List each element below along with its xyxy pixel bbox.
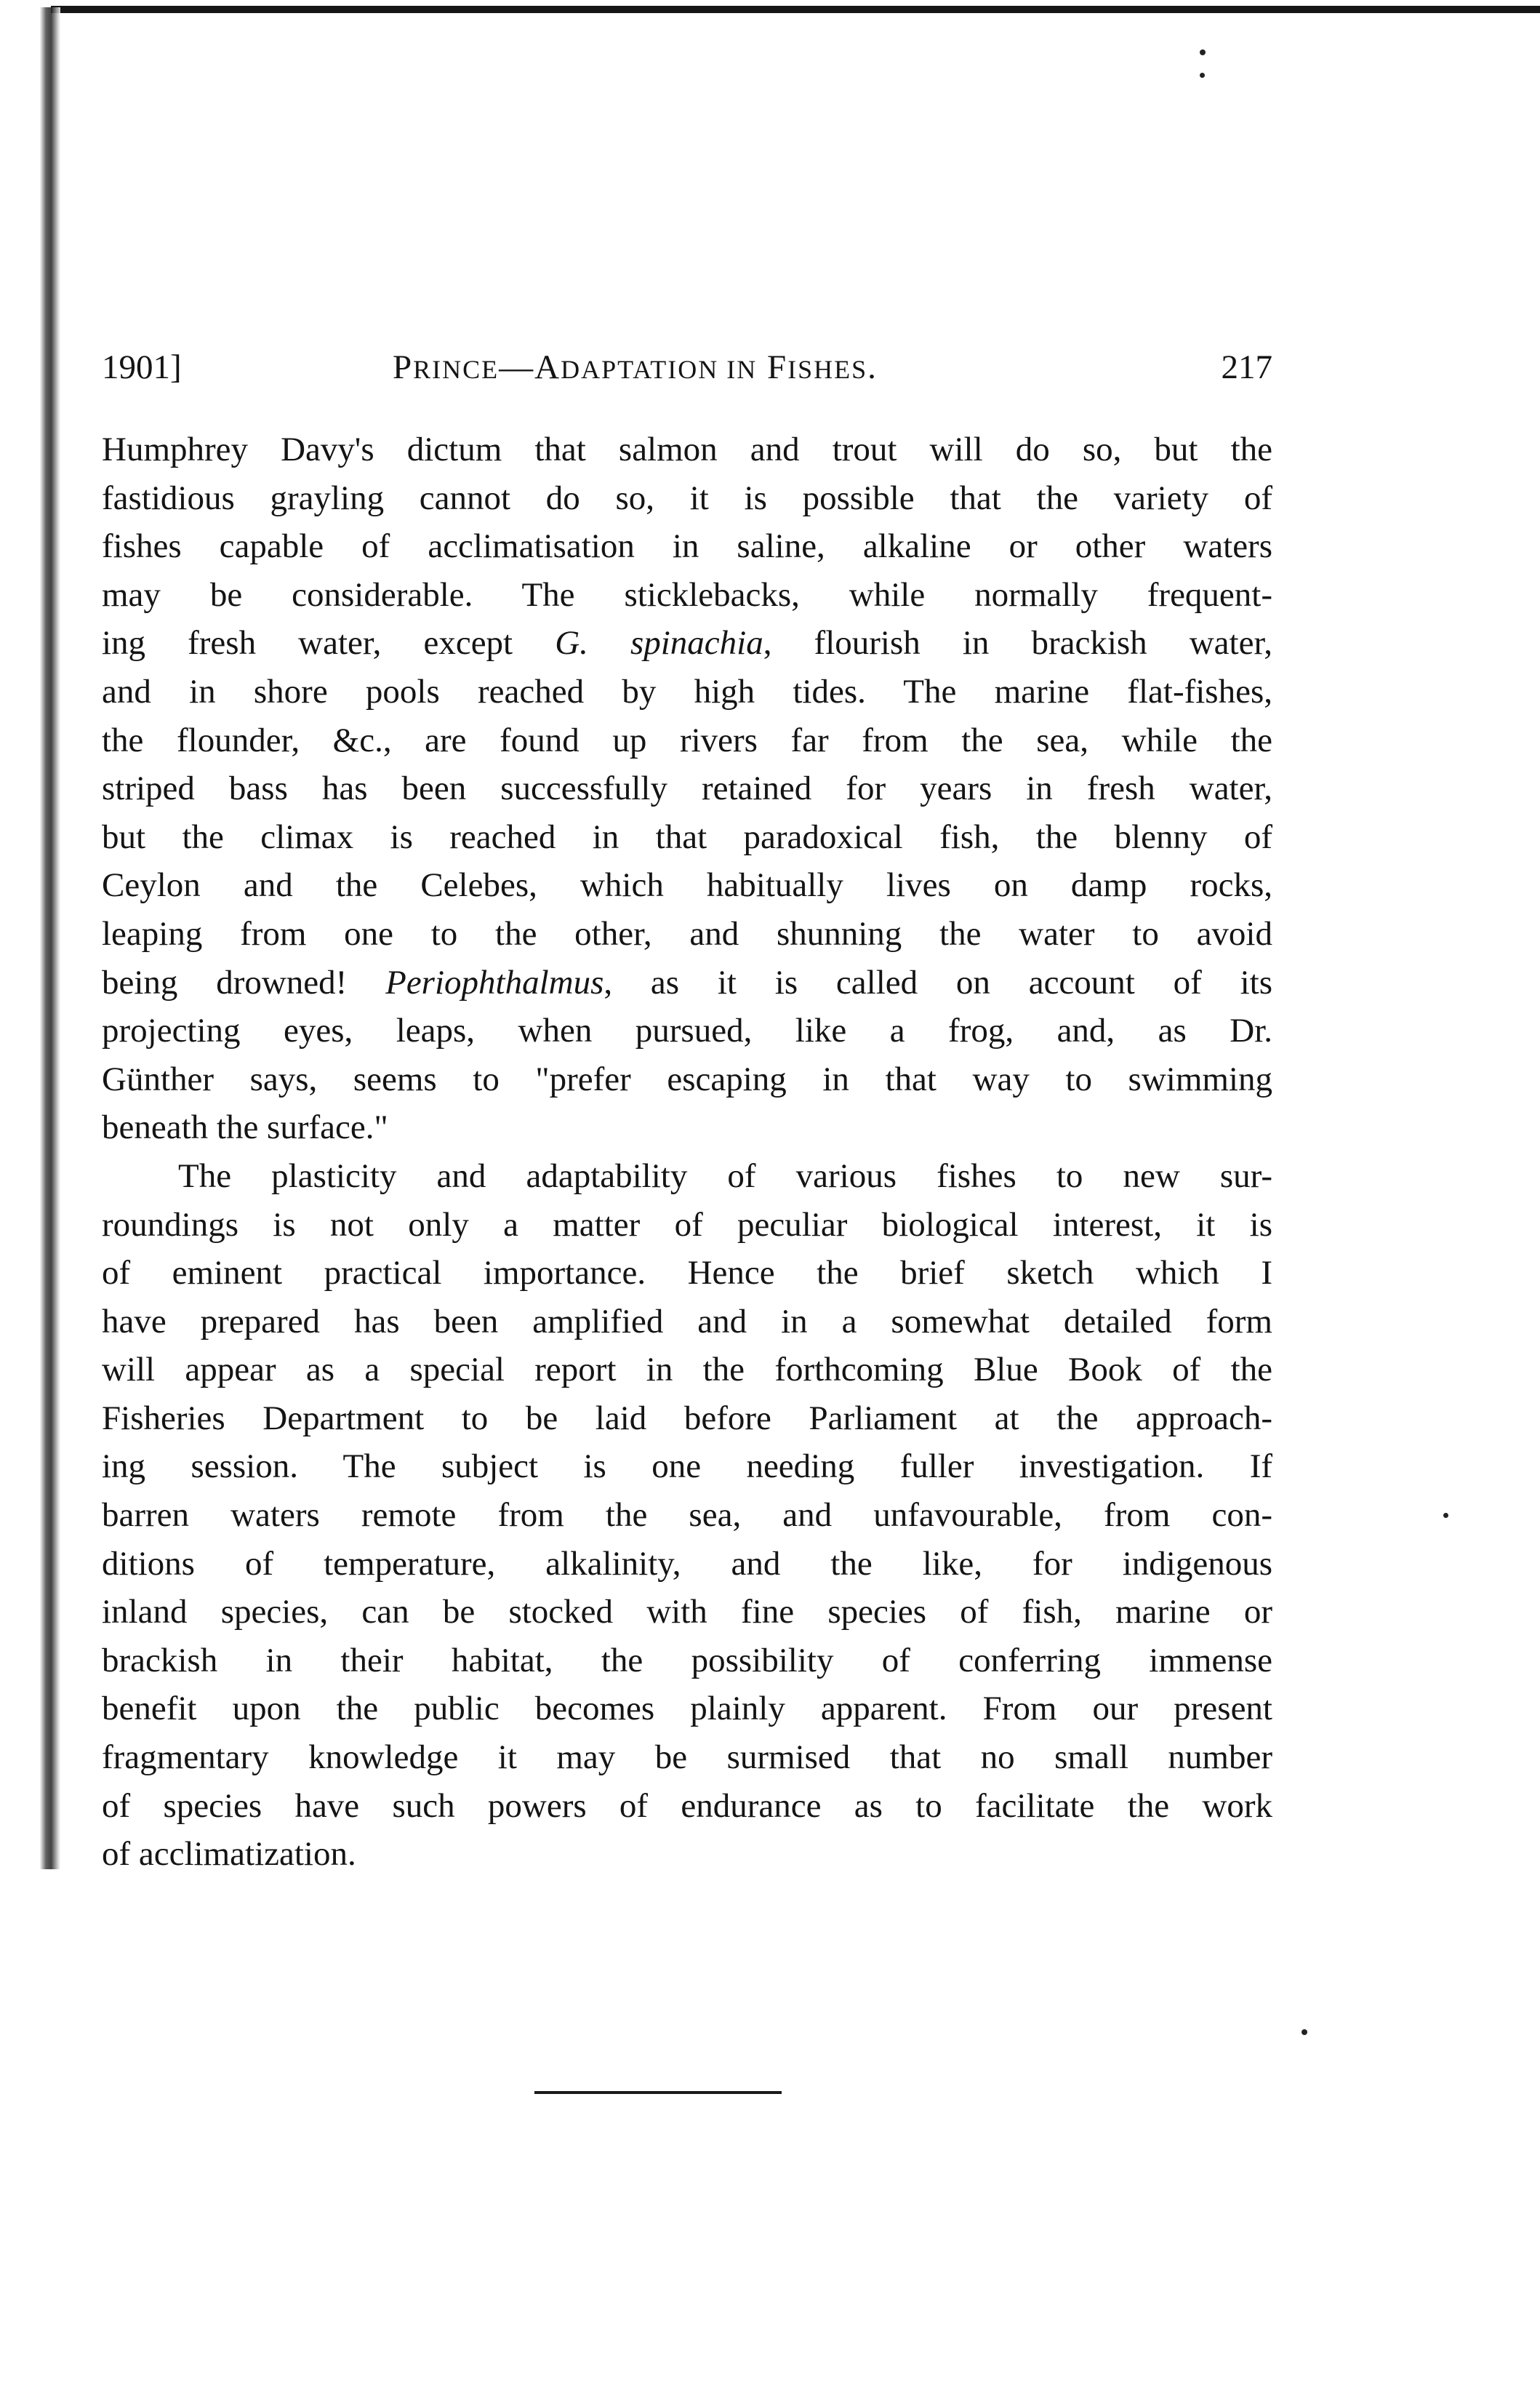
text-line [102, 425, 1272, 474]
scan-speck [1200, 73, 1205, 78]
text-run: brackish in their habitat, the possibility of conferring immense [102, 1641, 1272, 1679]
paragraph [102, 425, 1272, 1152]
header-title-part: —A [499, 348, 561, 386]
text-line [102, 1491, 1272, 1540]
header-title-part: P [393, 348, 414, 386]
text-run: fastidious grayling cannot do so, it is possible that the variety of [102, 479, 1272, 517]
text-run: benefit upon the public becomes plainly apparent. From our present [102, 1690, 1272, 1728]
header-title-part: DAPTATION IN [561, 355, 758, 384]
text-line [102, 1298, 1272, 1346]
text-run: ditions of temperature, alkalinity, and the like, for indigenous [102, 1544, 1272, 1583]
text-line [102, 1249, 1272, 1298]
italic-term: G. spinachia [555, 624, 763, 663]
text-run: being drowned! [102, 963, 386, 1002]
text-line [102, 1442, 1272, 1491]
scan-speck [1443, 1513, 1448, 1518]
text-line [102, 1346, 1272, 1394]
text-run: will appear as a special report in the forthcoming Blue Book of the [102, 1351, 1272, 1389]
scan-speck [1302, 2029, 1307, 2035]
text-line [102, 716, 1272, 765]
italic-term: Periophthalmus [385, 963, 604, 1002]
header-year: 1901] [102, 348, 182, 386]
text-line [102, 571, 1272, 620]
text-run: the flounder, &c., are found up rivers far from the sea, while the [102, 721, 1272, 759]
text-run: Humphrey Davy's dictum that salmon and trout will do so, but the [102, 431, 1272, 468]
text-run: roundings is not only a matter of peculiar biological interest, it is [102, 1205, 1272, 1244]
text-run: of acclimatization. [102, 1835, 356, 1874]
text-line [102, 764, 1272, 813]
article-body [102, 425, 1272, 1879]
text-line [102, 1201, 1272, 1250]
header-title-part: . [867, 348, 878, 386]
section-end-rule [534, 2091, 782, 2094]
text-line [102, 1152, 1272, 1201]
text-run: barren waters remote from the sea, and unfavourable, from con- [102, 1496, 1272, 1535]
text-run: fishes capable of acclimatisation in saline, alkaline or other waters [102, 527, 1272, 566]
text-line [102, 619, 1272, 668]
text-line [102, 1394, 1272, 1443]
text-run: beneath the surface." [102, 1108, 388, 1147]
text-line [102, 1588, 1272, 1636]
text-line [102, 1830, 1272, 1879]
text-run: of species have such powers of endurance as to facilitate the work [102, 1786, 1272, 1825]
text-line [102, 1007, 1272, 1055]
text-run: and in shore pools reached by high tides. The marine flat-fishes, [102, 672, 1272, 711]
text-line [102, 1636, 1272, 1685]
text-line [102, 522, 1272, 571]
paragraph [102, 1152, 1272, 1879]
text-run: , flourish in brackish water, [763, 624, 1272, 663]
scan-speck [1200, 49, 1206, 55]
text-run: striped bass has been successfully retained for years in fresh water, [102, 770, 1272, 808]
text-line [102, 474, 1272, 523]
header-title-part: RINCE [413, 355, 500, 384]
text-run: have prepared has been amplified and in a somewhat detailed form [102, 1302, 1272, 1340]
page-number: 217 [1221, 348, 1272, 386]
text-run: Fisheries Department to be laid before Parliament at the approach- [102, 1399, 1272, 1437]
top-border-rule [51, 6, 1540, 13]
text-run: projecting eyes, leaps, when pursued, like a frog, and, as Dr. [102, 1012, 1272, 1050]
text-run: The plasticity and adaptability of various fishes to new sur- [178, 1156, 1272, 1195]
text-line [102, 910, 1272, 959]
text-run: inland species, can be stocked with fine species of fish, marine or [102, 1593, 1272, 1631]
header-title [393, 342, 878, 395]
text-run: leaping from one to the other, and shunning the water to avoid [102, 914, 1272, 953]
text-line [102, 1733, 1272, 1782]
text-run: of eminent practical importance. Hence the brief sketch which I [102, 1254, 1272, 1292]
text-line [102, 1782, 1272, 1831]
text-run: Günther says, seems to "prefer escaping in that way to swimming [102, 1060, 1272, 1098]
text-line [102, 1540, 1272, 1588]
header-title-part: ISHES [787, 355, 868, 384]
text-run: fragmentary knowledge it may be surmised that no small number [102, 1738, 1272, 1777]
header-title-part: F [757, 348, 788, 386]
text-line [102, 1684, 1272, 1733]
text-run: , as it is called on account of its [603, 963, 1272, 1002]
text-run: ing session. The subject is one needing fuller investigation. If [102, 1447, 1272, 1486]
text-line [102, 1055, 1272, 1104]
text-line [102, 861, 1272, 910]
text-line [102, 1103, 1272, 1152]
text-run: but the climax is reached in that paradoxical fish, the blenny of [102, 818, 1272, 856]
text-line [102, 959, 1272, 1007]
text-run: may be considerable. The sticklebacks, while normally frequent- [102, 575, 1272, 614]
running-header [102, 342, 1272, 393]
text-run: Ceylon and the Celebes, which habitually lives on damp rocks, [102, 866, 1272, 905]
scan-binding-edge [40, 7, 60, 1869]
text-run: ing fresh water, except [102, 624, 556, 663]
text-line [102, 813, 1272, 862]
text-line [102, 668, 1272, 716]
